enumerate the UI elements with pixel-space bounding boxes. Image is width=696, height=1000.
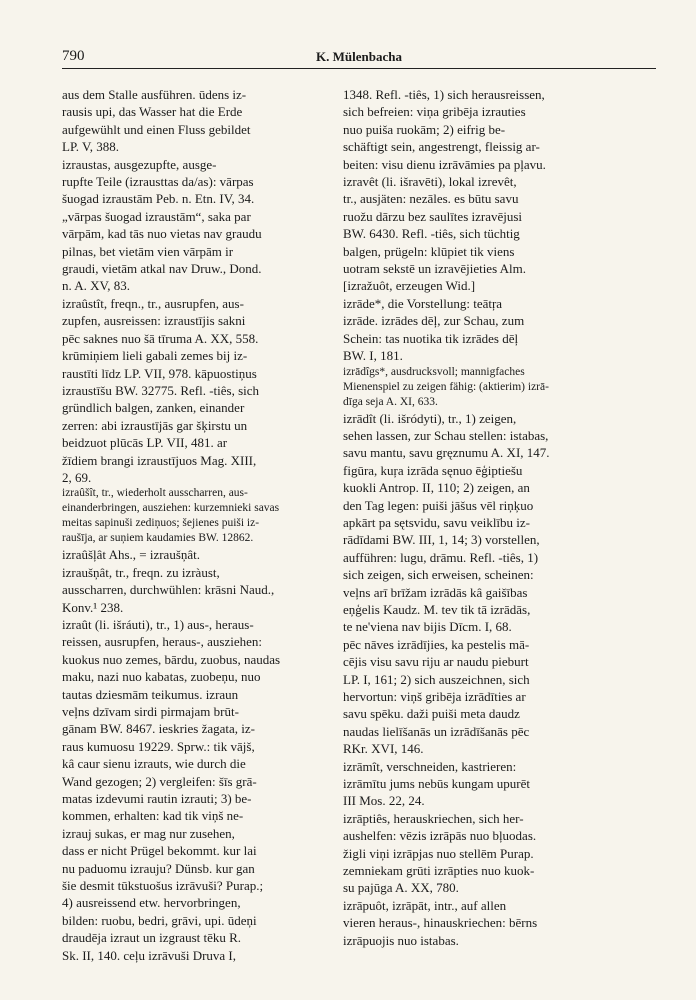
text-line: tautas dziesmām teikumus. izraun — [62, 686, 239, 702]
text-line: veļns arī brīžam izrādās kâ gaišības — [343, 584, 528, 600]
text-line: nu paduomu izrauju? Dünsb. kur gan — [62, 860, 255, 876]
text-line: LP. V, 388. — [62, 139, 119, 155]
text-line: Schein: tas nuotika tik izrādes dēļ — [343, 330, 519, 346]
text-line: III Mos. 22, 24. — [343, 793, 425, 809]
text-line: izrauj sukas, er mag nur zusehen, — [62, 825, 235, 841]
text-line: raustīti līdz LP. VII, 978. kāpuostiņus — [62, 365, 257, 381]
text-line: izraustīšu BW. 32775. Refl. -tiês, sich — [62, 382, 260, 398]
text-line: dīga seja A. XI, 633. — [343, 395, 438, 408]
running-head: K. Mülenbacha — [316, 49, 402, 64]
text-line: kuokus nuo zemes, bārdu, zuobus, naudas — [62, 651, 281, 667]
text-line: schäftigt sein, angestrengt, fleissig ar- — [343, 139, 540, 155]
text-line: graudi, vietām atkal nav Druw., Dond. — [62, 261, 262, 277]
text-line: BW. 6430. Refl. -tiês, sich tüchtig — [343, 226, 520, 242]
text-line: izraût (li. išráuti), tr., 1) aus-, heraus- — [62, 616, 254, 632]
text-line: šie desmit tūkstuošus izrāvuši? Purap.; — [62, 878, 264, 894]
text-line: rupfte Teile (izrausttas da/as): vārpas — [62, 174, 254, 190]
text-line: BW. I, 181. — [343, 348, 403, 364]
text-line: n. A. XV, 83. — [62, 278, 131, 294]
text-line: reissen, ausrupfen, heraus-, ausziehen: — [62, 634, 262, 650]
text-line: zemniekam grūti izrāpties nuo kuok- — [343, 863, 535, 879]
text-line: pēc nāves izrādījies, ka pestelis mā- — [343, 636, 530, 652]
text-line: kâ caur sienu izrauts, wie durch die — [62, 756, 246, 772]
text-line: dass er nicht Prügel bekommt. kur lai — [62, 843, 257, 859]
text-line: beidzuot plūcās LP. VII, 481. ar — [62, 435, 228, 451]
text-line: einanderbringen, ausziehen: kurzemnieki savas — [62, 502, 280, 515]
text-line: izrāpuojis nuo istabas. — [343, 932, 459, 948]
text-line: matas izdevumi rautin izrauti; 3) be- — [62, 791, 252, 807]
text-line: kuokli Antrop. II, 110; 2) zeigen, an — [343, 480, 530, 496]
text-line: Sk. II, 140. ceļu izrāvuši Druva I, — [62, 947, 237, 963]
text-line: pēc saknes nuo šā tīruma A. XX, 558. — [62, 330, 259, 346]
text-line: zupfen, ausreissen: izraustījis sakni — [62, 313, 246, 329]
text-line: su pajūga A. XX, 780. — [343, 880, 459, 896]
text-line: izrāde*, die Vorstellung: teātŗa — [343, 295, 503, 311]
text-line: aufgewühlt und einen Fluss gebildet — [62, 121, 251, 137]
text-line: beiten: visu dienu izrāvāmies pa pļavu. — [343, 156, 546, 172]
text-line: šuogad izraustām Peb. n. Etn. IV, 34. — [62, 191, 255, 207]
text-line: izraušņât, tr., freqn. zu izràust, — [62, 564, 220, 580]
text-line: tr., ausjäten: nezāles. es būtu savu — [343, 191, 519, 207]
text-line: veļns dzīvam sirdi pirmajam brūt- — [62, 704, 239, 719]
text-line: izrāpuôt, izrāpāt, intr., auf allen — [343, 897, 507, 913]
right-column — [343, 86, 639, 949]
text-line: izraustas, ausgezupfte, ausge- — [62, 156, 217, 172]
text-line: izraûšît, tr., wiederholt ausscharren, aus- — [62, 487, 248, 500]
text-line: sich befreien: viņa gribēja izrauties — [343, 104, 526, 120]
text-line: aus dem Stalle ausführen. ūdens iz- — [62, 87, 247, 102]
text-line: izravêt (li. išravēti), lokal izrevêt, — [343, 174, 517, 190]
text-line: [izražuôt, erzeugen Wid.] — [343, 278, 476, 294]
text-line: 2, 69. — [62, 469, 92, 485]
text-line: aushelfen: vēzis izrāpās nuo bļuodas. — [343, 828, 537, 844]
text-line: gānam BW. 8467. ieskries žagata, iz- — [62, 721, 256, 737]
text-line: nuo puiša ruokām; 2) eifrig be- — [343, 121, 506, 137]
text-line: maku, nazi nuo kabatas, zuobeņu, nuo — [62, 669, 261, 685]
text-line: den Tag legen: puiši jāšus vēl riņķuo — [343, 497, 534, 513]
text-line: cējis visu savu riju ar naudu pieburt — [343, 654, 529, 670]
text-line: raušīja, ar suņiem kaudamies BW. 12862. — [62, 532, 254, 545]
text-line: uotram sekstē un izravējieties Alm. — [343, 261, 527, 277]
text-line: pilnas, bet vietām vien vārpām ir — [62, 243, 234, 259]
text-line: LP. I, 161; 2) sich auszeichnen, sich — [343, 671, 530, 687]
text-line: izrāmītu jums nebūs kungam upurēt — [343, 776, 531, 792]
text-line: žīdiem brangi izraustījuos Mag. XIII, — [62, 452, 257, 468]
text-line: žigli viņi izrāpjas nuo stellēm Purap. — [343, 845, 534, 861]
text-line: rausis upi, das Wasser hat die Erde — [62, 104, 243, 120]
text-line: raus kumuosu 19229. Sprw.: tik vājš, — [62, 738, 255, 754]
text-line: izrāmît, verschneiden, kastrieren: — [343, 758, 517, 774]
text-line: balgen, prügeln: klūpiet tik viens — [343, 243, 515, 259]
text-line: hervortun: viņš gribēja izrādīties ar — [343, 689, 526, 704]
text-line: apkārt pa sętsvidu, savu veiklību iz- — [343, 514, 531, 530]
text-line: sehen lassen, zur Schau stellen: istabas, — [343, 427, 549, 443]
text-line: rādīdami BW. III, 1, 14; 3) vorstellen, — [343, 532, 540, 548]
text-line: izraûšļât Ahs., = izraušņât. — [62, 547, 201, 563]
page-header — [62, 44, 656, 68]
text-line: figūra, kuŗa izrāda sęnuo ēģiptiešu — [343, 462, 523, 478]
text-line: naudas lielīšanās un izrādīšanās pēc — [343, 723, 530, 739]
text-line: vārpām, kad tās nuo vietas nav graudu — [62, 226, 262, 242]
text-line: gründlich balgen, zanken, einander — [62, 400, 245, 416]
text-line: izraûstît, freqn., tr., ausrupfen, aus- — [62, 295, 244, 311]
text-line: 1348. Refl. -tiês, 1) sich herausreissen, — [343, 87, 545, 102]
text-line: krūmiņiem lieli gabali zemes bij iz- — [62, 348, 248, 364]
text-line: vieren heraus-, hinauskriechen: bērns — [343, 915, 538, 931]
text-line: meitas sapinuši zediņuos; šejienes puiši iz- — [62, 517, 260, 530]
text-line: izrāde. izrādes dēļ, zur Schau, zum — [343, 313, 525, 329]
text-line: RKr. XVI, 146. — [343, 741, 424, 757]
text-line: sich zeigen, sich erweisen, scheinen: — [343, 567, 534, 583]
text-line: izrāptiês, herauskriechen, sich her- — [343, 810, 524, 826]
text-line: aufführen: lugu, drāmu. Refl. -tiês, 1) — [343, 549, 539, 565]
text-line: ausscharren, durchwühlen: krāsni Naud., — [62, 582, 275, 598]
text-line: draudēja izraut un izgraust tēku R. — [62, 930, 242, 946]
text-line: eņģelis Kaudz. M. tev tik tā izrādās, — [343, 601, 531, 617]
text-line: te ne'viena nav bijis Dīcm. I, 68. — [343, 619, 512, 635]
text-line: savu spēku. daži puiši meta daudz — [343, 706, 520, 722]
text-line: kommen, erhalten: kad tik viņš ne- — [62, 808, 244, 824]
text-line: bilden: ruobu, bedri, grāvi, upi. ūdeņi — [62, 912, 257, 928]
text-line: izrādîgs*, ausdrucksvoll; mannigfaches — [343, 365, 525, 378]
header-rule — [62, 68, 656, 69]
text-line: Wand gezogen; 2) vergleifen: šīs grā- — [62, 773, 257, 789]
text-line: „vārpas šuogad izraustām“, saka par — [62, 208, 251, 224]
text-line: Mienenspiel zu zeigen fähig: (aktierim) izrā- — [343, 380, 549, 393]
text-line: izrādît (li. išródyti), tr., 1) zeigen, — [343, 410, 517, 426]
text-line: 4) ausreissend etw. hervorbringen, — [62, 895, 241, 911]
text-line: zerren: abi izraustījās gar šķirstu un — [62, 417, 248, 433]
left-column — [62, 86, 352, 964]
text-line: ruožu dārzu bez saulītes izravējusi — [343, 208, 523, 224]
text-line: savu mantu, savu gręznumu A. XI, 147. — [343, 445, 550, 461]
page-number: 790 — [62, 48, 85, 64]
text-line: Konv.¹ 238. — [62, 599, 124, 615]
